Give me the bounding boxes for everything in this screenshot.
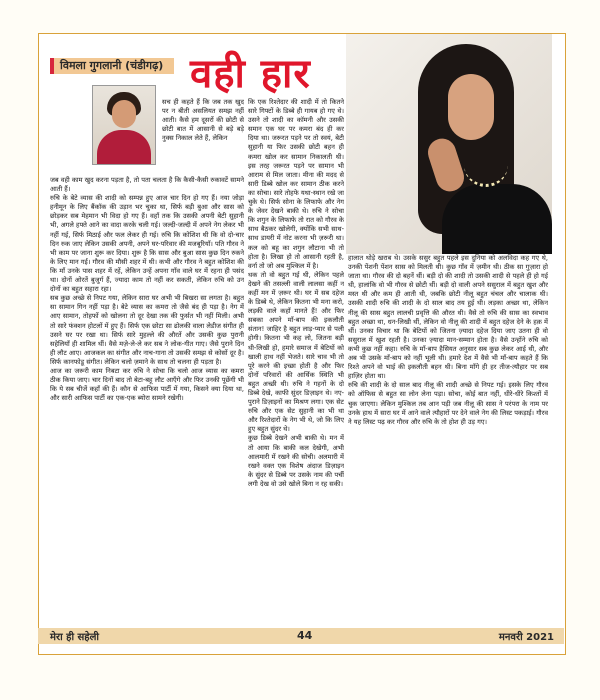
hero-dress bbox=[442, 184, 552, 254]
author-name-bar: विमला गुगलानी (चंडीगढ़) bbox=[50, 58, 174, 74]
column-2: कि एक रिश्तेदार की शादी में तो कितने सारे गिफ्टों के डिब्बे ही गायब हो गए थे। उसने तो शादी का कॉमनी और उसकी समान एक घर पर कमरा बंद ही कर दिया था। जरूरत पड़ने पर तो स्वयं, बेटी सुहानी या फिर उसकी छोटी बहन ही कमरा खोल कर सामान निकालती थी। इस तरह जरूरत पड़ने पर सामान भी आराम से मिल जाता। मीना की मदद से सारी डिब्बे खोल कर सामान ठीक करने का सोचा। सारे तोहफे यथा-स्थान रखे जा चुके थे। सिर्फ सोना के लिफाफे और नेग के जेवर देखने बाकी थे। रुचि ने सोचा कि शगुन के लिफाफे तो रात को गौरव के साथ बैठकर खोलेगी, क्योंकि सभी साथ-साथ डायरी में नोट करना भी ज़रूरी था। कल को बहू का शगुन लौटाना भी तो होता है। लिखा हो तो आसानी रहती है, वर्ना तो जो अब मुश्किल में है। थक तो वो बहुत गई थी, लेकिन पहले देखने की तसल्ली वाली लालसा कहीं न कहीं मन में ज़रूर थी। घर में सब दहेज के डिब्बे थे, लेकिन कितना भी मना करो, लड़की वाले कहाँ मानते हैं! और फिर सबका अपने माँ-बाप की इकलौती संतान! जाहिर है बहुत लाड़-प्यार से पली होगी। कितना भी कह लो, जितना बड़ी थी-लिखी हो, हमारे समाज में बेटियों को खाली हाथ नहीं भेजते। सारे चाव भी तो पूरे करने की इच्छा होती है और फिर दोनों परिवारों की आर्थिक स्थिति भी बहुत अच्छी थी। रुचि ने गहनों के दो डिब्बे देखे, काफी सुंदर डिज़ाइन थे। नए-पुराने डिज़ाइनों का मिश्रण लगा। एक सेट रुचि और एक सेट सुहानी का भी था और रिश्तेदारों के नेग भी थे, जो कि लिए हुए बहुत सुंदर थे। कुछ डिब्बे देखने अभी बाकी थे। मन में तो आया कि बाकी कल देखेगी, अभी आलमारी में रखने की सोची। अलमारी में रखने वक्त एक विशेष अंदाज डिज़ाइन के सुंदर से डिब्बे पर उसके नाम की पर्ची लगी देख वो उसे खोले बिना न रह सकी। bbox=[248, 98, 344, 488]
page-number: 44 bbox=[297, 629, 313, 642]
magazine-name: मेरा ही सहेली bbox=[50, 632, 99, 643]
column-1-intro: सच ही कहते हैं कि जब तक खुद पर न बीती असलियत समझ नहीं आती। कैसे हम दूसरों की छोटी से छोटी बात में आसानी से बड़े बड़े नुक्स निकाल लेते हैं, लेकिन bbox=[162, 98, 244, 143]
issue-date: मनवरी 2021 bbox=[498, 632, 554, 643]
footer-bar bbox=[38, 628, 564, 644]
hero-face bbox=[448, 74, 494, 140]
author-body bbox=[97, 130, 151, 165]
story-title: वही हार bbox=[190, 50, 311, 97]
author-face bbox=[112, 100, 136, 128]
column-1: जब वही काम खुद करना पड़ता है, तो पता चलता है कि कैसी-कैसी रुकावटें सामने आती हैं। रुचि के बेटे व्यास की शादी को सम्पन्न हुए आज चार दिन हो गए हैं। नया जोड़ा हनीमून के लिए बैंकॉक की उड़ान भर चुका था, सिर्फ बड़ी बुआ और सास को छोड़कर सब मेहमान भी विदा हो गए हैं। वहाँ तक कि उसकी अपनी बेटी सुहानी भी, अगले हफ्ते आने का वादा करके चली गई। जल्दी-जल्दी में अपने नेग लेकर भी नहीं गई, सिर्फ मिठाई और फल लेकर ही गई। रुचि कि कोशिश थी कि वो दो-चार दिन रुक जाए लेकिन उसकी अपनी, अपने घर-परिवार की मजबूरियाँ। पति गौरव ने भी काम पर जाना शुरू कर दिया। शुरू है कि सास और बुआ सास कुछ दिन रुकने के लिए मान गईं। गौरव की मौसी शहर में थी। कभी और गौरव ने बहुत कोशिश की कि माँ उनके पास शहर में रहें, लेकिन उन्हें अपना गाँव वाले घर में रहना ही पसंद था। दोनों ओरतें बुजुर्ग हैं, ज्यादा काम तो नहीं कर सकती, लेकिन रुचि को उन दोनों का बहुत सहारा रहा। सब कुछ अच्छे से निपट गया, लेकिन सारा घर अभी भी बिखरा सा लगता है। बहुत सा सामान गिन नहीं पड़ा है। बेटे व्यास का कमरा तो जैसे बंद ही पड़ा है। नेग में आए सामान, तोहफों को खोलना तो दूर देखा तक की फुर्सत भी नहीं मिली। अभी तो सारे फंक्शन होटलों में हुए हैं। सिर्फ एक छोटा सा ढोलकी वाला लेडीज संगीत ही उसने घर पर रखा था। सिर्फ सारे मुहल्ले की औरतें और उसकी कुछ पुरानी सहेलियाँ ही शामिल थीं। वैसे मज़े-ले-ले कर सब ने लोक-गीत गाए। जैसे पुराने दिन ही लौट आए। आजकल का संगीत और नाच-गाना तो उसकी समझ से कोसों दूर है। सिर्फ कानफोडू संगीत। लेकिन चलो ज़माने के साथ तो चलना ही पड़ता है। आज का जरूरी काम निबटा कर रुचि ने सोचा कि चलो आज व्यास का कमरा ठीक किया जाए। चार दिनों बाद तो बेटा-बहू लौट आएँगे और फिर उनकी पूछेंगी भी कि ये सब चीजें कहाँ की हैं। कौन से आफिस पार्टी में गया, किसने क्या दिया था, और सारी आफिस पार्टी का एक-एक ब्योरा सामने रखेगी। bbox=[50, 176, 244, 403]
author-photo bbox=[92, 85, 156, 165]
hero-illustration bbox=[346, 34, 552, 254]
column-3: हालात थोड़े खराब थे। उसके ससुर बहुत पहले इस दुनिया को अलविदा कह गए थे, उनकी पेंशनी पेंशन सास को मिलती थी। कुछ गाँव में ज़मीन थी। ठीक सा गुज़ारा हो जाता था। गौरव की दो बहनें थीं। बड़ी दो की शादी तो उसकी शादी से पहले ही हो गई थी, हालांकि वो भी गौरव से छोटी थीं। बड़ी दो वाली अपने ससुराल में बहुत खुश और मस्त थी और कम ही आती थी, जबकि छोटी नीलू बहुत चंचल और चालाक थी। उसकी शादी रुचि की शादी के दो साल बाद तय हुई थी। लड़का अच्छा था, लेकिन नीलू की सास बहुत लालची प्रवृत्ति की औरत थी। वैसे तो रुचि की सास का स्वभाव बहुत अच्छा था, धन-लिखी थीं, लेकिन वो नीलू की शादी में बहुत दहेज देने के हक़ में थीं। उनका विचार था कि बेटियों को जितना ज़्यादा दहेज दिया जाए उतना ही वो ससुराल में खुश रहती है। उनका ज़्यादा मान-सम्मान होता है। वैसे उन्होंने रुचि को कभी कुछ नहीं कहा। रुचि के माँ-बाप हैसियत अनुसार सब कुछ लेकर आई थी, और अब भी उसके माँ-बाप को नहीं भूली थी। हमारे देश में वैसे भी माँ-बाप कहते हैं कि रिश्ते अपने वो भाई की इकलौती बहन थी। बिना माँगे ही हर तीज-त्यौहार पर सब हाज़िर होता था। रुचि की शादी के दो साल बाद नीलू की शादी अच्छे से निपट गई। इसके लिए गौरव को ऑफिस से बहुत सा लोन लेना पड़ा। सोचा, कोई बात नहीं, धीरे-धीरे किश्तों में चुक जाएगा। लेकिन मुश्किल तब आन पड़ी जब नीलू की सास ने परंपरा के नाम पर उनके हाथ में सारा घर में आने वाले त्यौहारों पर देने वाले नेग की लिस्ट पकड़ाई। गौरव ने यह लिस्ट पढ़ कर गौरव और रुचि के तो होश ही उड़ गए। bbox=[348, 254, 548, 426]
